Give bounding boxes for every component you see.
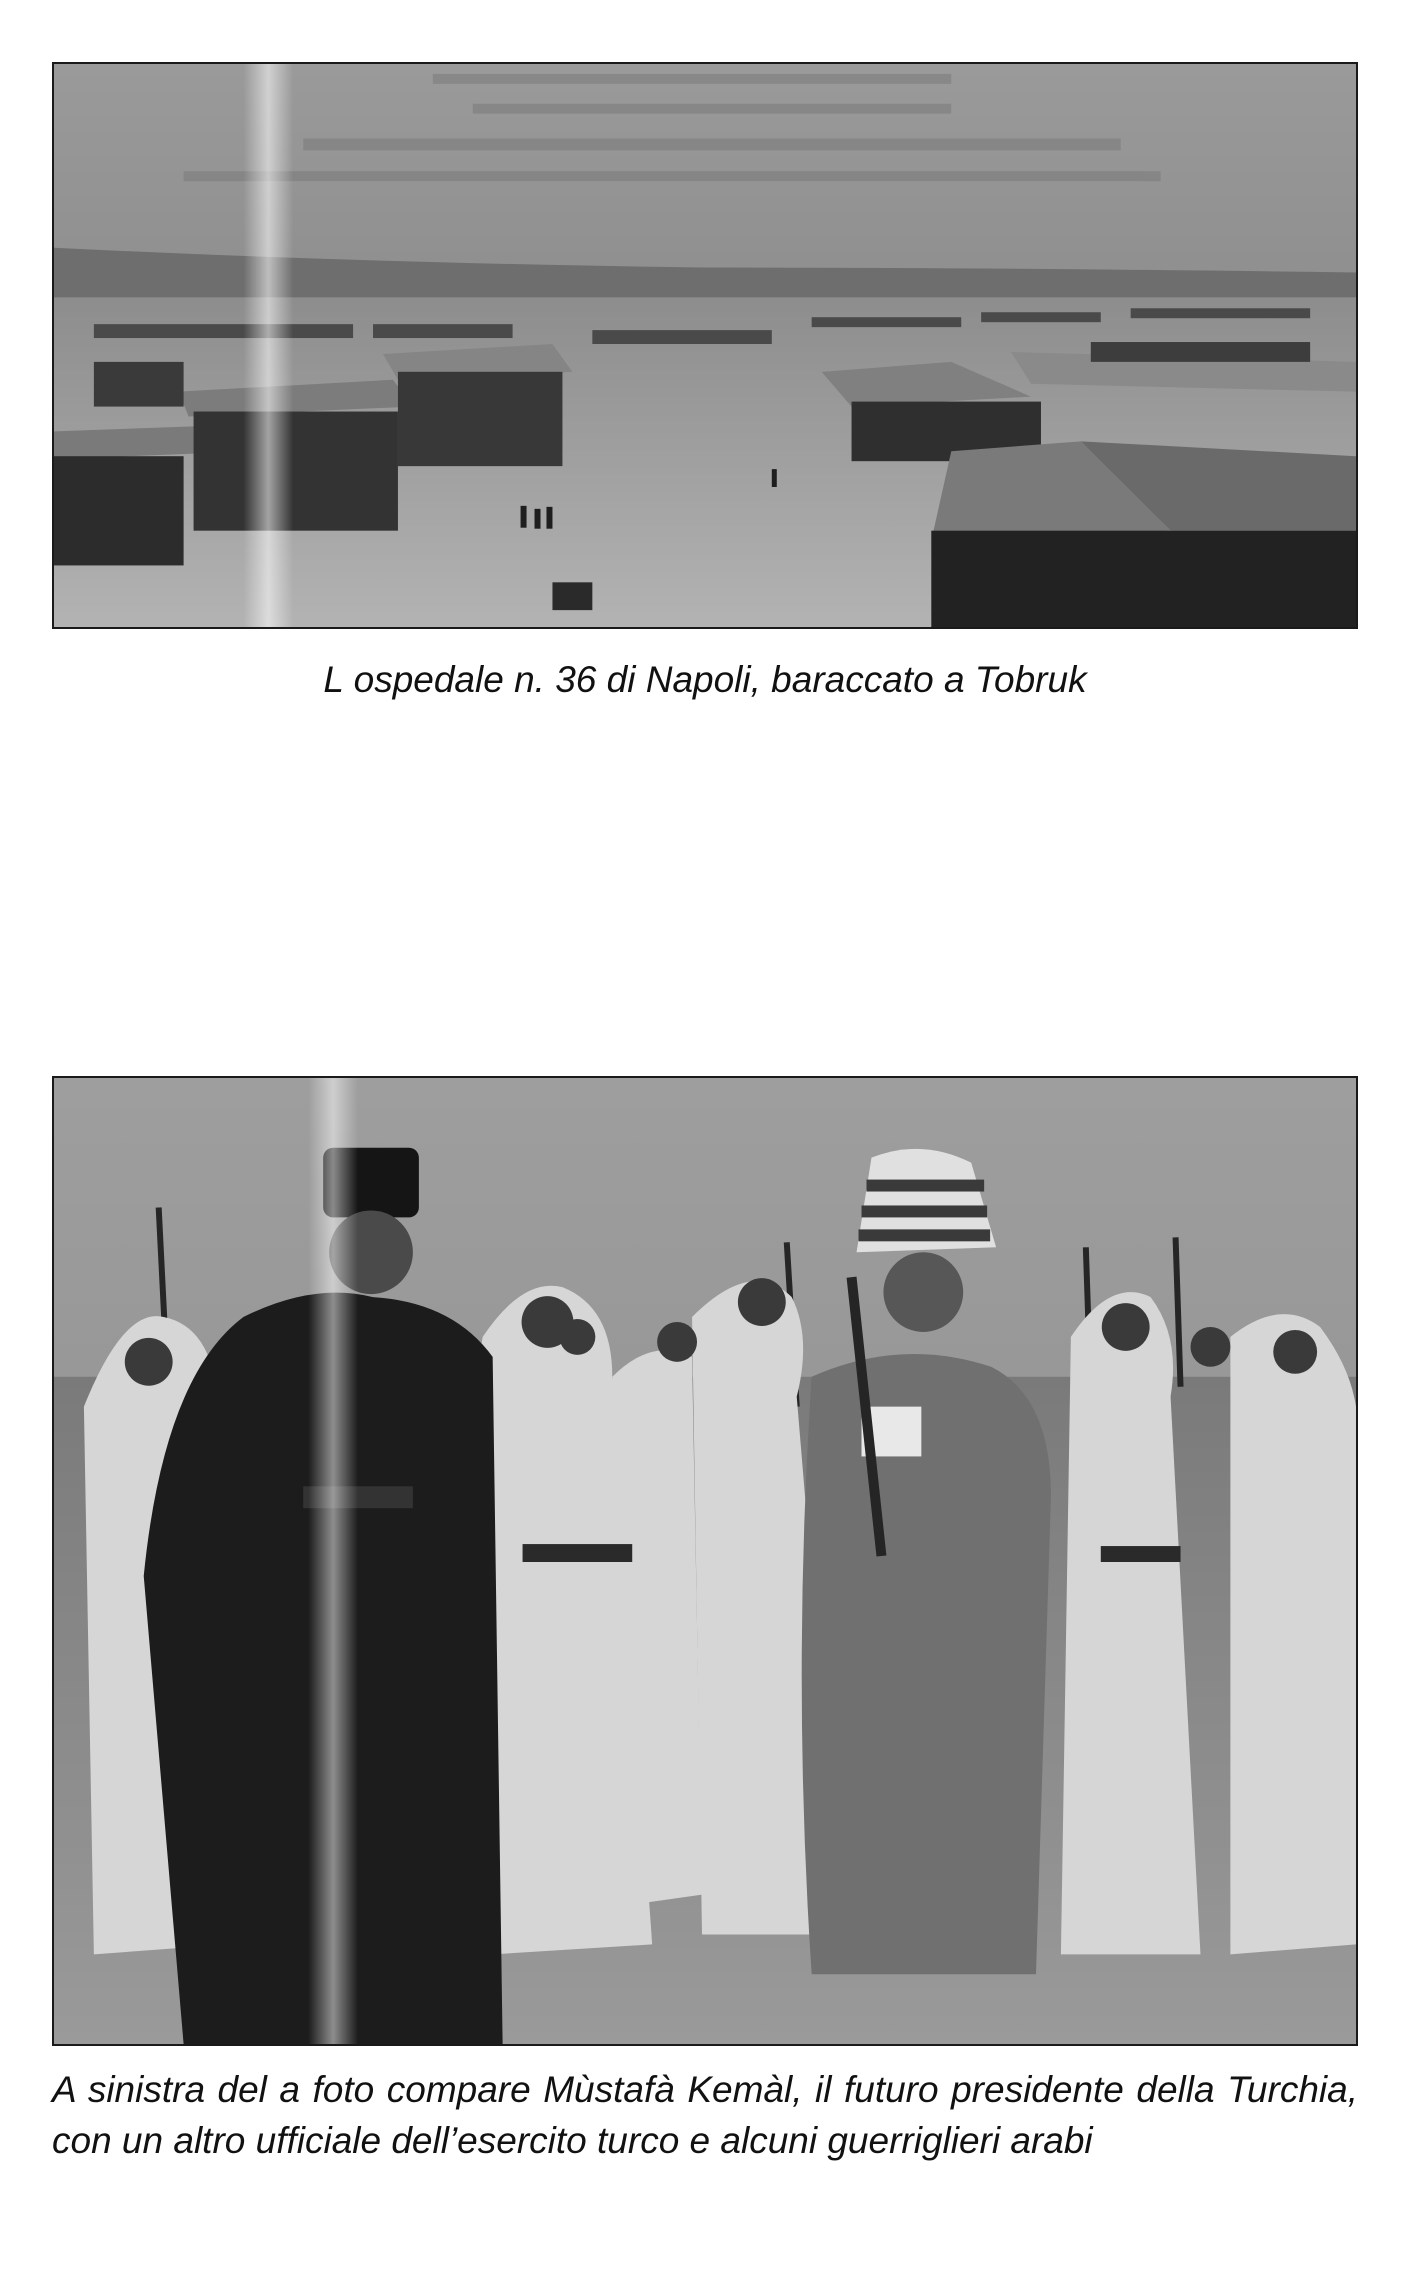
group-photo-illustration xyxy=(54,1078,1356,2044)
photo-kemal-group xyxy=(52,1076,1358,2046)
photo-hospital-camp xyxy=(52,62,1358,629)
caption-hospital-camp: L ospedale n. 36 di Napoli, baraccato a Tobruk xyxy=(323,659,1087,700)
caption-kemal-group: A sinistra del a foto compare Mùstafà Kemàl, il futuro presidente della Turchia, con un altro ufficiale dell’esercito turco e alcuni guerriglieri arabi xyxy=(52,2069,1358,2161)
camp-photo-illustration xyxy=(54,64,1356,627)
